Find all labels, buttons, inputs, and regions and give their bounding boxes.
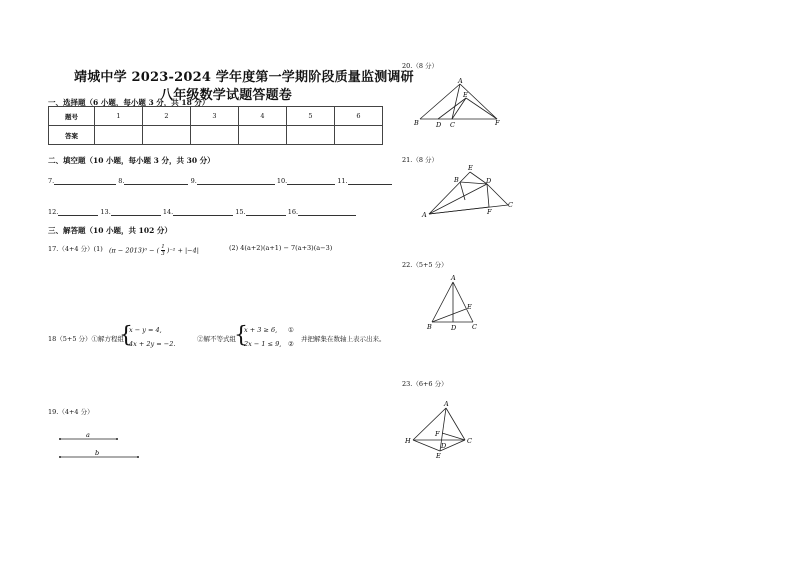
blank-number: 16. xyxy=(287,208,299,216)
fraction-denominator: 3 xyxy=(161,251,165,257)
point-label: A xyxy=(444,400,449,408)
point-label: D xyxy=(486,177,492,185)
blank-number: 11. xyxy=(337,177,348,185)
point-label: H xyxy=(405,437,411,445)
table-cell-header: 题号 xyxy=(49,107,95,126)
q18-mark-1: ① xyxy=(288,326,294,334)
q18-sys2-eq1: x + 3 ≥ 6, xyxy=(244,326,278,334)
q18-brace-2: { xyxy=(234,323,248,348)
point-label: E xyxy=(463,91,468,99)
blank-number: 12. xyxy=(48,208,59,216)
point-label: A xyxy=(451,274,456,282)
page-title: 靖城中学 2023-2024 学年度第一学期阶段质量监测调研 xyxy=(74,70,414,85)
point-label: E xyxy=(467,303,472,311)
blank-number: 7. xyxy=(48,177,55,185)
blank-number: 8. xyxy=(118,177,125,185)
blank-number: 13. xyxy=(100,208,111,216)
blank-number: 15. xyxy=(235,208,246,216)
point-label: D xyxy=(451,324,457,332)
q20-label: 20.（8 分） xyxy=(402,62,439,70)
line-ah xyxy=(413,408,446,440)
q23-label: 23.（6+6 分） xyxy=(402,380,448,388)
point-label: D xyxy=(441,442,447,450)
point-label: C xyxy=(467,437,472,445)
table-cell-number: 5 xyxy=(287,107,335,126)
q18-brace-1: { xyxy=(119,323,133,348)
point-label: D xyxy=(436,121,442,129)
point-label: A xyxy=(458,77,463,85)
q18-mark-2: ② xyxy=(288,340,294,348)
q19-label: 19.（4+4 分） xyxy=(48,408,94,416)
table-cell-number: 6 xyxy=(335,107,383,126)
q18-sys2-eq2: 2x − 1 ≤ 9, xyxy=(244,340,282,348)
point-label: E xyxy=(468,164,473,172)
section1-heading: 一、选择题（6 小题，每小题 3 分，共 18 分） xyxy=(48,98,210,107)
q21-label: 21.（8 分） xyxy=(402,156,439,164)
q17-expr-part: (π − 2013)⁰ − ( xyxy=(109,246,160,255)
fraction-numerator: 1 xyxy=(161,244,165,250)
blank-number: 9. xyxy=(190,177,197,185)
q22-label: 22.（5+5 分） xyxy=(402,261,448,269)
q18-instruction: 并把解集在数轴上表示出来。 xyxy=(301,335,386,343)
point-label: B xyxy=(427,323,432,331)
section3-heading: 三、解答题（10 小题，共 102 分） xyxy=(48,226,172,235)
q18-sys1-eq2: 4x + 2y = −2. xyxy=(129,340,176,348)
point-label: F xyxy=(495,119,500,127)
point-label: B xyxy=(454,176,459,184)
point-label: C xyxy=(508,201,513,209)
q17-label: 17.（4+4 分）(1) xyxy=(48,245,103,253)
table-cell-number: 4 xyxy=(239,107,287,126)
segment-b-label: b xyxy=(95,449,100,457)
point-label: A xyxy=(422,211,427,219)
q18-label: 18（5+5 分）①解方程组： xyxy=(48,335,131,343)
blank-number: 14. xyxy=(162,208,174,216)
point-label: E xyxy=(436,452,441,460)
table-cell-number: 2 xyxy=(143,107,191,126)
table-cell-number: 1 xyxy=(95,107,143,126)
table-cell-number: 3 xyxy=(191,107,239,126)
blank-number: 10. xyxy=(276,177,288,185)
point-label: B xyxy=(414,119,419,127)
q18-label2: ②解不等式组 xyxy=(197,335,236,343)
point-label: C xyxy=(450,121,455,129)
point-label: F xyxy=(487,208,492,216)
point-label: F xyxy=(435,430,440,438)
section2-heading: 二、填空题（10 小题，每小题 3 分，共 30 分） xyxy=(48,156,215,165)
page-subtitle: 八年级数学试题答题卷 xyxy=(160,88,293,103)
q17-expr-part: )⁻² + |−4| xyxy=(166,246,199,255)
table-cell-header: 答案 xyxy=(49,126,95,145)
line-he xyxy=(413,440,440,451)
point-label: C xyxy=(472,323,477,331)
segment-a-label: a xyxy=(86,431,90,439)
q18-sys1-eq1: x − y = 4, xyxy=(129,326,162,334)
q17-part2: (2) 4(a+2)(a+1) − 7(a+3)(a−3) xyxy=(229,244,333,252)
